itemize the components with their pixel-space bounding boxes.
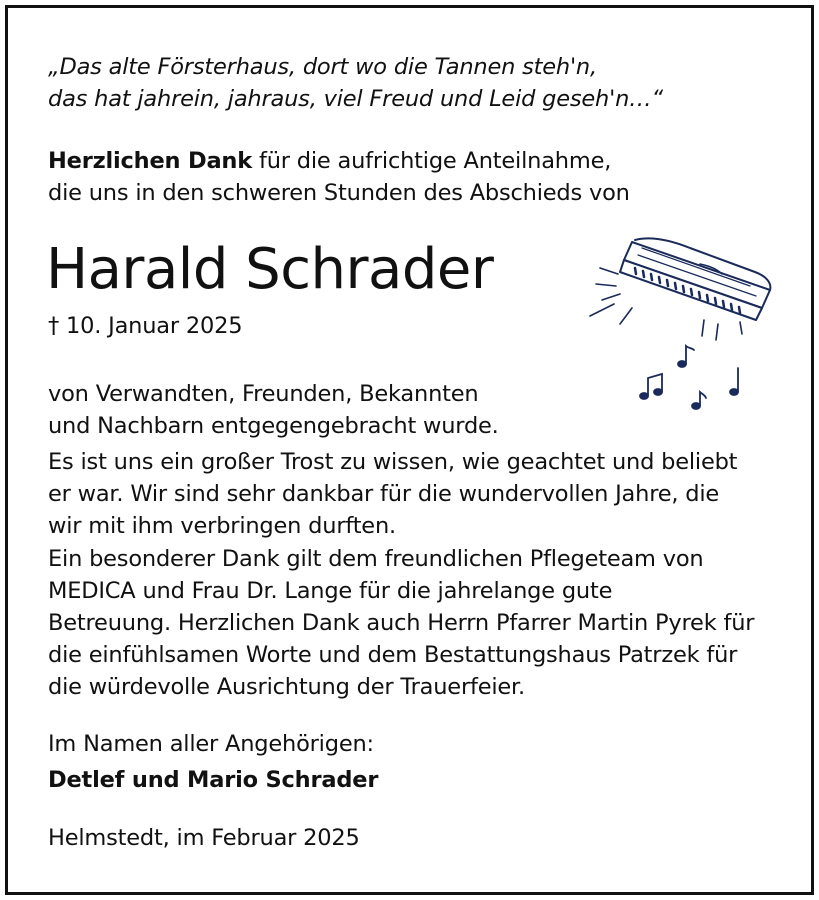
thanks-rest: für die aufrichtige Anteilnahme, <box>252 148 612 174</box>
death-date: † 10. Januar 2025 <box>48 313 243 339</box>
quote-line-2: das hat jahrein, jahraus, viel Freud und Leid geseh'n…“ <box>48 86 663 112</box>
body-p1-line-1: von Verwandten, Freunden, Bekannten <box>48 381 479 407</box>
signature-names: Detlef und Mario Schrader <box>48 767 379 793</box>
music-notes-icon <box>640 346 738 409</box>
body-p3-line-4: die einfühlsamen Worte und dem Bestattungshaus Patrzek für <box>48 642 738 668</box>
body-p2-line-3: wir mit ihm verbringen durften. <box>48 513 396 539</box>
thanks-line-2: die uns in den schweren Stunden des Abschieds von <box>48 180 630 206</box>
place-date: Helmstedt, im Februar 2025 <box>48 825 360 851</box>
body-p1-line-2: und Nachbarn entgegengebracht wurde. <box>48 413 499 439</box>
body-p3-line-3: Betreuung. Herzlichen Dank auch Herrn Pfarrer Martin Pyrek für <box>48 610 755 636</box>
thanks-bold: Herzlichen Dank <box>48 148 253 174</box>
thanks-line-1 <box>48 145 611 177</box>
harmonica-icon <box>580 228 780 418</box>
signature-intro: Im Namen aller Angehörigen: <box>48 731 374 757</box>
body-p2-line-2: er war. Wir sind sehr dankbar für die wundervollen Jahre, die <box>48 481 720 507</box>
body-p2-line-1: Es ist uns ein großer Trost zu wissen, wie geachtet und beliebt <box>48 449 738 475</box>
body-p3-line-2: MEDICA und Frau Dr. Lange für die jahrelange gute <box>48 578 613 604</box>
deceased-name: Harald Schrader <box>46 237 494 302</box>
body-p3-line-5: die würdevolle Ausrichtung der Trauerfeier. <box>48 674 525 700</box>
quote-line-1: „Das alte Försterhaus, dort wo die Tannen steh'n, <box>48 54 597 80</box>
body-p3-line-1: Ein besonderer Dank gilt dem freundlichen Pflegeteam von <box>48 546 704 572</box>
